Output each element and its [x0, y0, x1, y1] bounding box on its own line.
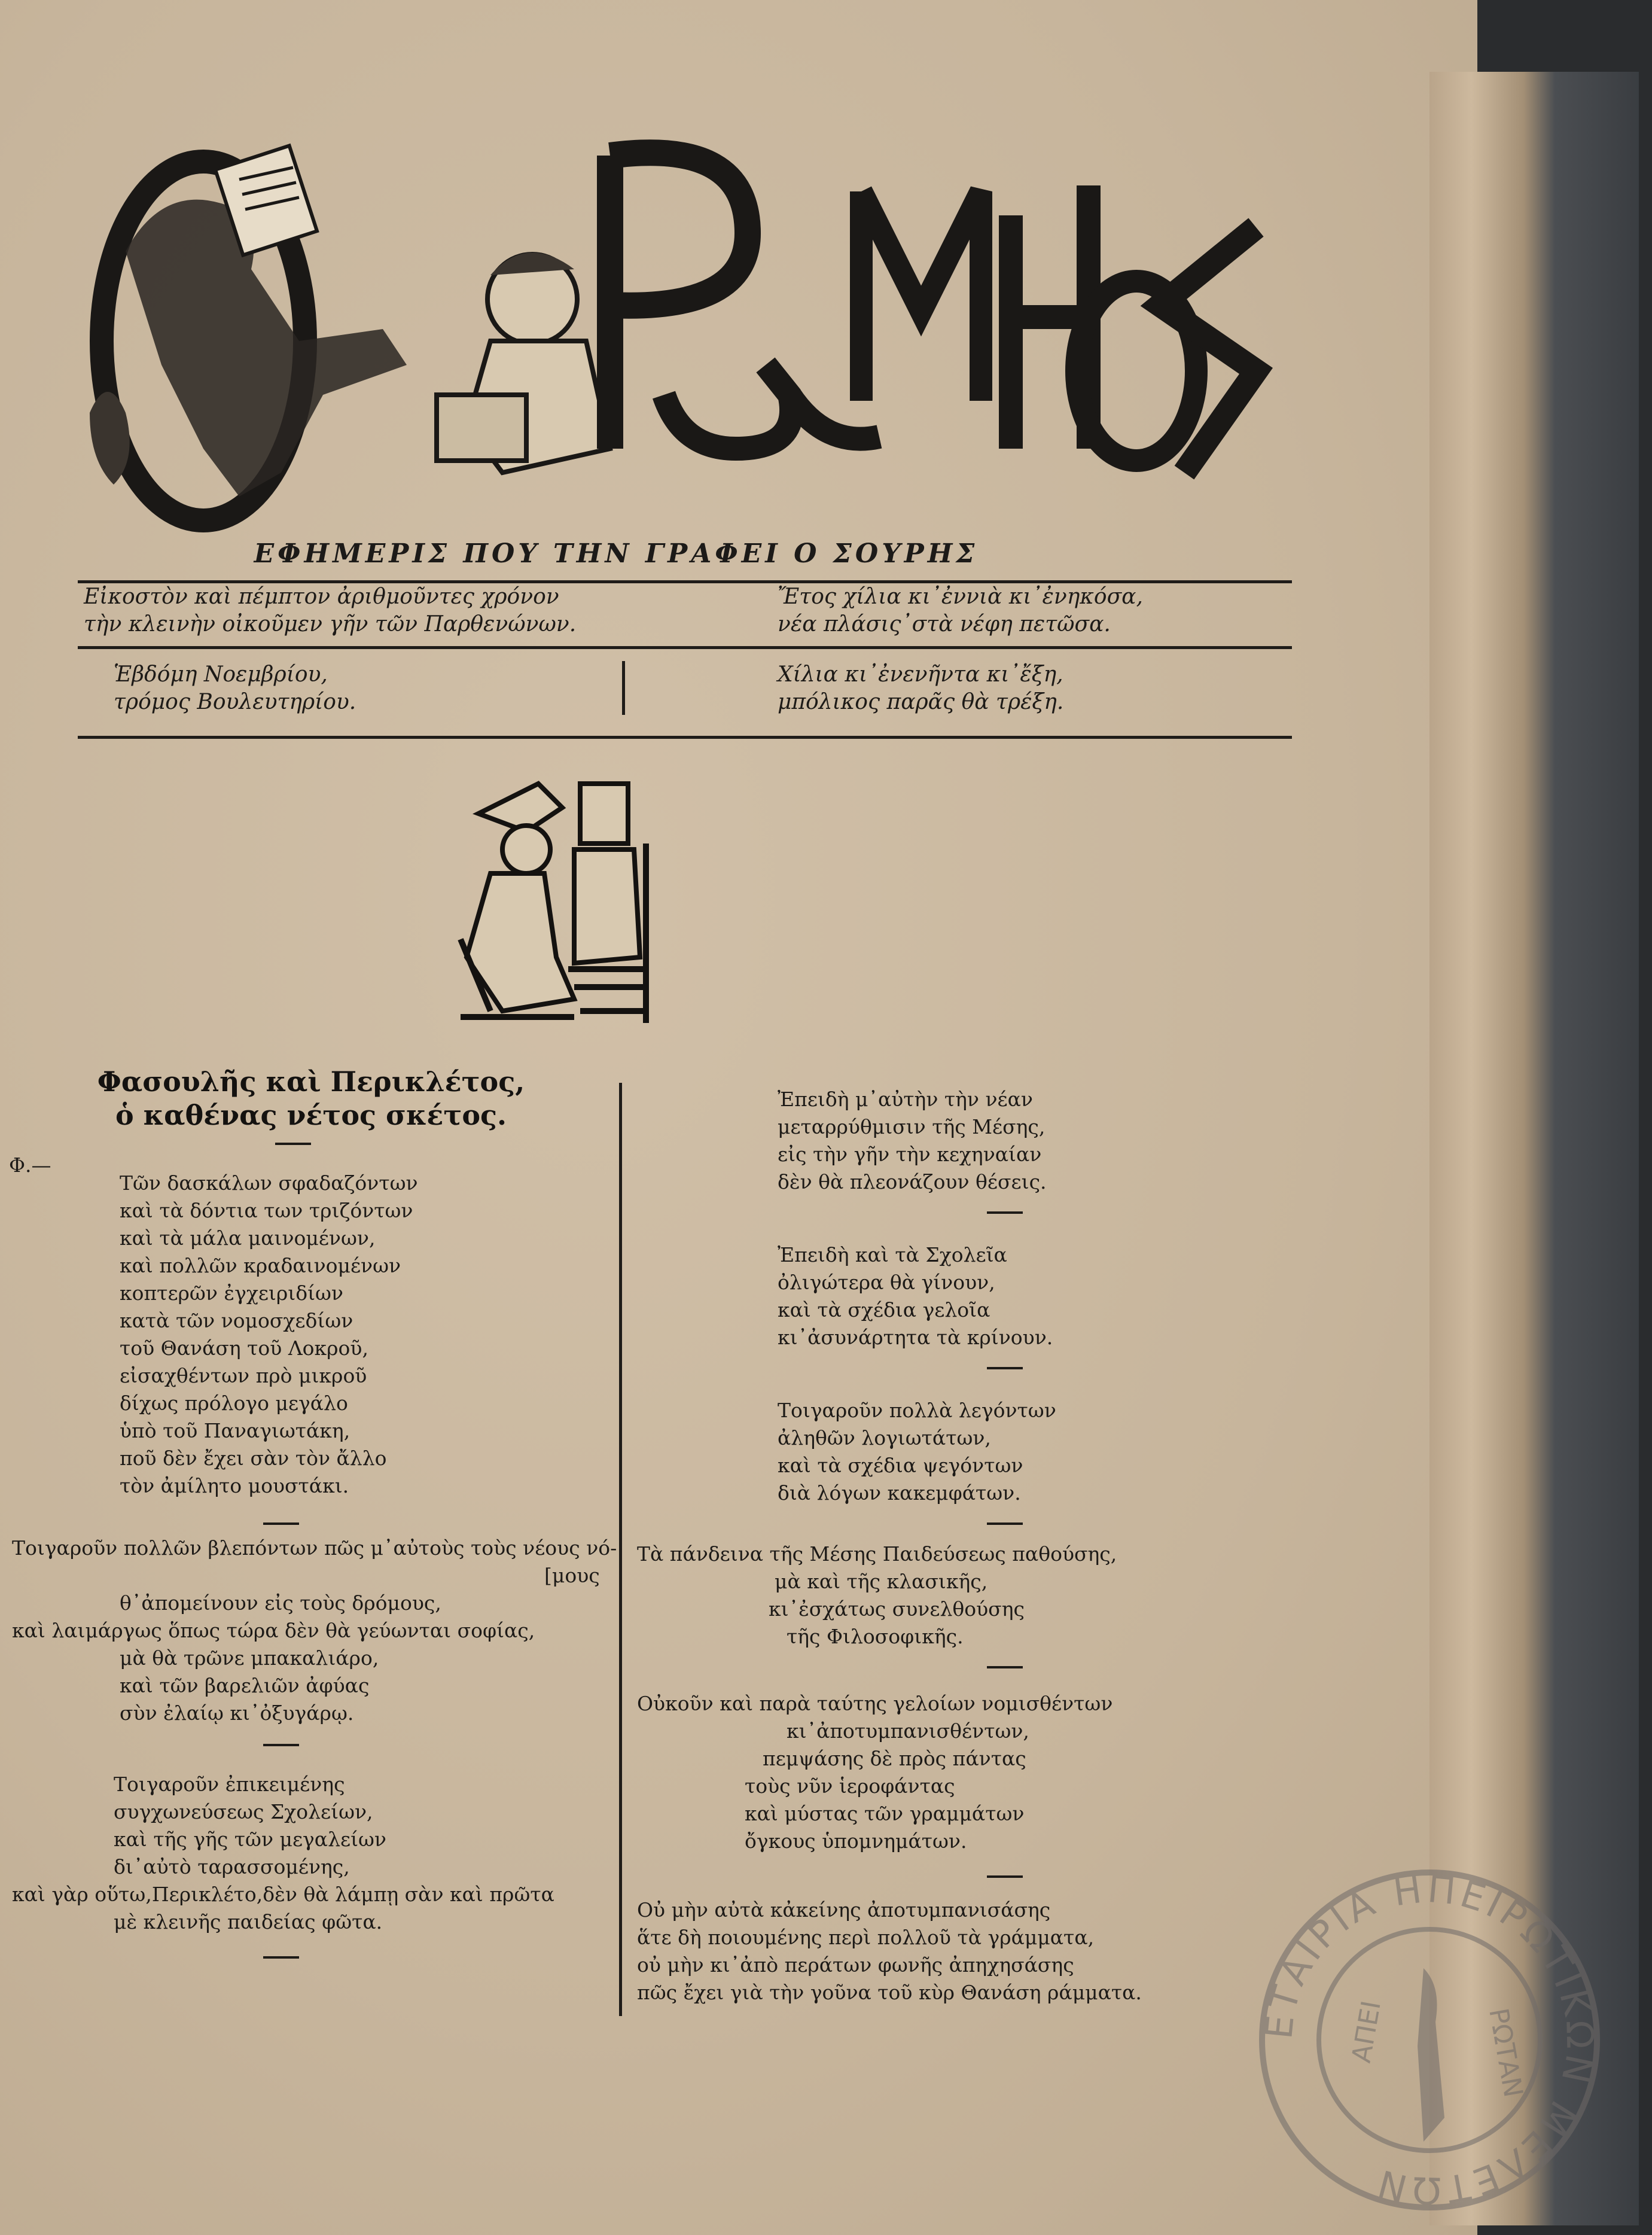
right-stanza-4: Τὰ πάνδεινα τῆς Μέσης Παιδεύσεως παθούσης, μὰ καὶ τῆς κλασικῆς, κι᾽ἐσχάτως συνελθούσης τῆς Φιλοσοφικῆς. [637, 1542, 1117, 1648]
left-stanza-2: Τοιγαροῦν πολλῶν βλεπόντων πῶς μ᾽αὐτοὺς τοὺς νέους νό- [μους θ᾽ἀπομείνουν εἰς τοὺς δρόμους, καὶ λαιμάργως ὅπως τώρα δὲν θὰ γεύωνται σοφίας, μὰ θὰ τρῶνε μπακαλιάρο, καὶ τῶν βαρελιῶν ἀφύας σὺν ἐλαίῳ κι᾽ὀξυγάρῳ. [12, 1536, 617, 1725]
left-stanza-3: Τοιγαροῦν ἐπικειμένης συγχωνεύσεως Σχολείων, καὶ τῆς γῆς τῶν μεγαλείων δι᾽αὐτὸ ταρασσομένης, καὶ γὰρ οὕτω,Περικλέτο,δὲν θὰ λάμπῃ σὰν καὶ πρῶτα μὲ κλεινῆς παιδείας φῶτα. [12, 1773, 554, 1933]
stanza-dash [263, 1744, 299, 1746]
title-dash [275, 1143, 311, 1145]
right-stanza-2: Ἐπειδὴ καὶ τὰ Σχολεῖα ὀλιγώτερα θὰ γίνουν, καὶ τὰ σχέδια γελοῖα κι᾽ἀσυνάρτητα τὰ κρίνουν. [778, 1243, 1053, 1349]
right-stanza-1: Ἐπειδὴ μ᾽αὐτὴν τὴν νέαν μεταρρύθμισιν τῆς Μέσης, εἰς τὴν γῆν τὴν κεχηναίαν δὲν θὰ πλεονάζουν θέσεις. [778, 1088, 1047, 1193]
stanza-dash [987, 1666, 1023, 1668]
left-stanza-1: Τῶν δασκάλων σφαδαζόντων καὶ τὰ δόντια των τριζόντων καὶ τὰ μάλα μαινομένων, καὶ πολλῶν κραδαινομένων κοπτερῶν ἐγχειριδίων κατὰ τῶν νομοσχεδίων τοῦ Θανάση τοῦ Λοκροῦ, εἰσαχθέντων πρὸ μικροῦ δίχως πρόλογο μεγάλο ὑπὸ τοῦ Παναγιωτάκη, ποῦ δὲν ἔχει σὰν τὸν ἄλλο τὸν ἀμίλητο μουστάκι. [120, 1171, 418, 1497]
speaker-label: Φ.— [9, 1153, 51, 1177]
stamp-ring-text: ΕΤΑΙΡΙΑ ΗΠΕΙΡΩΤΙΚΩΝ ΜΕΛΕΤΩΝ [1257, 1866, 1602, 2213]
article-title: Φασουλῆς καὶ Περικλέτος, ὁ καθένας νέτος σκέτος. [97, 1065, 525, 1131]
header-right-bottom: Χίλια κι᾽ἐνενῆντα κι᾽ἔξη, μπόλικος παρᾶς θὰ τρέξη. [778, 662, 1064, 714]
stanza-dash [987, 1523, 1023, 1525]
header-rule-middle [78, 646, 1292, 649]
header-rule-bottom [78, 736, 1292, 739]
header-left-top: Εἰκοστὸν καὶ πέμπτον ἀριθμοῦντες χρόνον τὴν κλεινὴν οἰκοῦμεν γῆν τῶν Παρθενώνων. [84, 584, 577, 637]
masthead-illustration [72, 114, 1286, 538]
header-right-top: Ἔτος χίλια κι᾽ἐννιὰ κι᾽ἐνηκόσα, νέα πλάσις᾽στὰ νέφη πετῶσα. [778, 584, 1143, 637]
masthead [72, 114, 1286, 538]
stamp-inner-right: ΡΩΤΑΝ [1483, 2006, 1529, 2100]
column-divider [619, 1083, 622, 2016]
library-stamp [1244, 1866, 1615, 2213]
right-stanza-6: Οὐ μὴν αὐτὰ κἀκείνης ἀποτυμπανισάσης ἅτε δὴ ποιουμένης περὶ πολλοῦ τὰ γράμματα, οὐ μὴν κι᾽ἀπὸ περάτων φωνῆς ἀπηχησάσης πῶς ἔχει γιὰ τὴν γοῦνα τοῦ κὺρ Θανάση ράμματα. [637, 1898, 1142, 2004]
header-left-bottom: Ἑβδόμη Νοεμβρίου, τρόμος Βουλευτηρίου. [114, 662, 356, 714]
header-divider [622, 661, 625, 715]
right-stanza-5: Οὐκοῦν καὶ παρὰ ταύτης γελοίων νομισθέντων κι᾽ἀποτυμπανισθέντων, πεμψάσης δὲ πρὸς πάντας τοὺς νῦν ἱεροφάντας καὶ μύστας τῶν γραμμάτων ὄγκους ὑπομνημάτων. [637, 1692, 1113, 1853]
stanza-dash [263, 1956, 299, 1959]
stanza-dash [263, 1523, 299, 1525]
stanza-dash [987, 1367, 1023, 1369]
woodcut-illustration [455, 760, 652, 1035]
stanza-dash [987, 1211, 1023, 1214]
masthead-subtitle: ΕΦΗΜΕΡΙΣ ΠΟΥ ΤΗΝ ΓΡΑΦΕΙ Ο ΣΟΥΡΗΣ [254, 538, 979, 569]
stanza-dash [987, 1875, 1023, 1878]
right-stanza-3: Τοιγαροῦν πολλὰ λεγόντων ἀληθῶν λογιωτάτων, καὶ τὰ σχέδια ψεγόντων διὰ λόγων κακεμφάτων. [778, 1399, 1056, 1505]
stamp-inner-left: ΑΠΕΙ [1346, 1998, 1387, 2065]
